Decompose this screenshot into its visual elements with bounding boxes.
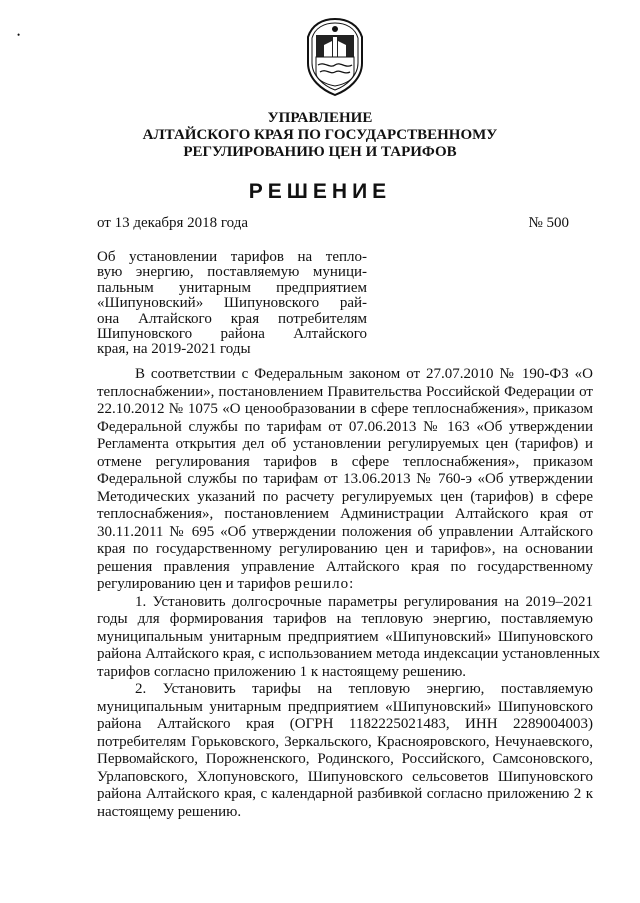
item1-line: тарифов согласно приложению 1 к настоящему решению. bbox=[97, 663, 467, 680]
preamble-line: 30.11.2011 № 695 «Об утверждении положения об управлении Алтайского bbox=[97, 523, 593, 540]
preamble-last-line bbox=[97, 576, 593, 594]
preamble-line: 22.10.2012 № 1075 «О ценообразовании в сфере теплоснабжения», приказом bbox=[97, 401, 593, 417]
decision-body bbox=[97, 366, 600, 821]
preamble-line: теплоснабжении», постановлением Правительства Российской Федерации от bbox=[97, 383, 593, 400]
subject-line: Об установлении тарифов на тепло- bbox=[97, 249, 367, 265]
document-date: от 13 декабря 2018 года bbox=[97, 215, 249, 231]
item2-line: Урлаповского, Хлопуновского, Шипуновского сельсоветов Шипуновского bbox=[97, 768, 593, 785]
preamble-line: В соответствии с Федеральным законом от 27.07.2010 № 190-ФЗ «О bbox=[135, 366, 593, 382]
item1-line: района Алтайского края, с использованием метода индексации установленных bbox=[97, 646, 600, 662]
item2-line: настоящему решению. bbox=[97, 803, 242, 820]
preamble-line: отмене регулирования тарифов в сфере теплоснабжения», приказом bbox=[97, 453, 593, 470]
subject-line: вую энергию, поставляемую муници- bbox=[97, 264, 367, 281]
subject-line: она Алтайского края потребителям bbox=[97, 310, 367, 327]
preamble-line: теплоснабжения», постановлением Администрации Алтайского края от bbox=[97, 506, 593, 522]
organization-line: УПРАВЛЕНИЕ bbox=[267, 110, 373, 126]
item1-line: годы для формирования тарифов на тепловую энергию, поставляемую bbox=[97, 611, 593, 627]
item2-line: муниципальным унитарным предприятием «Шипуновский» Шипуновского bbox=[97, 698, 593, 715]
corner-mark: • bbox=[17, 30, 21, 40]
preamble-line: Федеральной службы по тарифам от 13.06.2013 № 760-э «Об утверждении bbox=[97, 471, 593, 487]
altai-krai-coat-of-arms-icon bbox=[302, 17, 368, 97]
organization-name bbox=[0, 110, 640, 161]
document-title: РЕШЕНИЕ bbox=[248, 180, 392, 203]
preamble-line: решения правления управление Алтайского края по государственному bbox=[97, 558, 593, 575]
item2-line: Первомайского, Порожненского, Родинского, Российского, Самсоновского, bbox=[97, 751, 593, 767]
preamble-line: края по государственному регулированию цен и тарифов», на основании bbox=[97, 541, 593, 557]
item1-line: 1. Установить долгосрочные параметры регулирования на 2019–2021 bbox=[135, 593, 593, 610]
preamble-line: Федеральной службы по тарифам от 07.06.2013 № 163 «Об утверждении bbox=[97, 418, 593, 435]
item2-line: 2. Установить тарифы на тепловую энергию, поставляемую bbox=[135, 681, 593, 697]
document-number: № 500 bbox=[528, 215, 569, 231]
item2-line: района Алтайского края (ОГРН 1182225021483, ИНН 2289004003) bbox=[97, 716, 593, 732]
subject-line: края, на 2019-2021 годы bbox=[97, 341, 251, 358]
subject-line: «Шипуновский» Шипуновского рай- bbox=[97, 295, 367, 312]
item2-line: потребителям Горьковского, Зеркальского, Краснояровского, Нечунаевского, bbox=[97, 733, 593, 750]
organization-line: РЕГУЛИРОВАНИЮ ЦЕН И ТАРИФОВ bbox=[183, 144, 457, 160]
subject-line: Шипуновского района Алтайского bbox=[97, 326, 367, 343]
preamble-line: Методических указаний по расчету регулируемых цен (тарифов) в сфере bbox=[97, 488, 593, 505]
subject-line: пальным унитарным предприятием bbox=[97, 279, 367, 296]
decision-subject bbox=[97, 250, 367, 358]
item1-line: муниципальным унитарным предприятием «Шипуновский» Шипуновского bbox=[97, 628, 593, 645]
decided-word: решило: bbox=[294, 576, 355, 592]
preamble-last-text: регулированию цен и тарифов bbox=[97, 576, 291, 592]
organization-line: АЛТАЙСКОГО КРАЯ ПО ГОСУДАРСТВЕННОМУ bbox=[142, 127, 498, 143]
preamble-line: Регламента открытия дел об установлении регулируемых цен (тарифов) и bbox=[97, 436, 593, 452]
item2-line: района Алтайского края, с календарной разбивкой согласно приложению 2 к bbox=[97, 786, 593, 802]
